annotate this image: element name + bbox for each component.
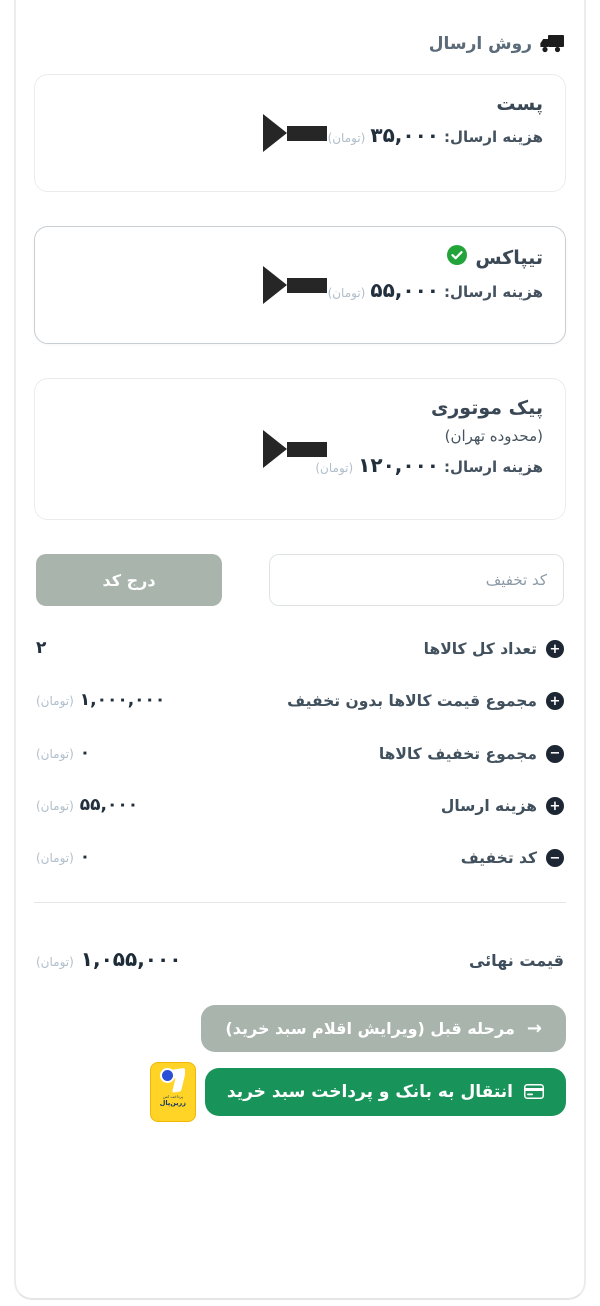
truck-icon [540, 35, 564, 54]
summary-label: مجموع تخفیف کالاها [378, 744, 537, 763]
shipping-option-name: پیک موتوری [430, 397, 543, 419]
badge-name: زرین‌پال [159, 1099, 187, 1108]
summary-label: تعداد کل کالاها [423, 640, 537, 658]
shipping-cost-value: ۱۲۰,۰۰۰ [358, 453, 440, 477]
checkout-actions [34, 1005, 566, 1122]
shipping-option-tipax[interactable] [34, 226, 566, 344]
pay-row [150, 1062, 566, 1122]
checkout-summary-panel [14, 0, 586, 1300]
coupon-input[interactable] [269, 554, 564, 606]
plus-circle-icon: + [546, 797, 564, 815]
summary-row-item-count [36, 636, 564, 662]
summary-label: هزینه ارسال [440, 797, 537, 816]
currency-label: (تومان) [315, 461, 354, 475]
minus-circle-icon: − [546, 745, 564, 763]
arrow-right-icon [263, 430, 327, 468]
cart-summary [36, 636, 564, 872]
final-price-value: ۱,۰۵۵,۰۰۰ (تومان) [36, 946, 182, 971]
previous-step-label: مرحله قبل (ویرایش اقلام سبد خرید) [225, 1018, 515, 1038]
shipping-method-header [36, 34, 564, 54]
pay-button[interactable] [205, 1068, 566, 1116]
zarinpal-logo-icon [158, 1068, 188, 1094]
shipping-cost-label: هزینه ارسال: [444, 128, 543, 146]
shipping-cost-value: ۵۵,۰۰۰ [370, 278, 440, 302]
shipping-option-subtitle: (محدوده تهران) [444, 427, 543, 445]
shipping-cost-label: هزینه ارسال: [444, 458, 543, 476]
plus-circle-icon: + [546, 692, 564, 710]
currency-label: (تومان) [327, 131, 366, 145]
pay-button-label: انتقال به بانک و پرداخت سبد خرید [226, 1081, 513, 1102]
summary-row-subtotal [36, 688, 564, 714]
summary-value: ۲ [36, 638, 47, 658]
previous-step-button[interactable] [201, 1005, 566, 1052]
summary-value: ۵۵,۰۰۰ (تومان) [36, 795, 139, 816]
shipping-option-name: پست [496, 93, 543, 115]
divider [34, 902, 566, 903]
apply-coupon-button[interactable]: درج کد [36, 554, 222, 606]
plus-circle-icon: + [546, 640, 564, 658]
summary-value: ۰ (تومان) [36, 742, 91, 763]
summary-row-coupon-discount [36, 845, 564, 871]
summary-label: مجموع قیمت کالاها بدون تخفیف [287, 692, 537, 711]
minus-circle-icon: − [546, 849, 564, 867]
shipping-cost-label: هزینه ارسال: [444, 283, 543, 301]
currency-label: (تومان) [327, 286, 366, 300]
summary-value: ۰ (تومان) [36, 847, 91, 868]
summary-label: کد تخفیف [460, 849, 537, 868]
arrow-right-icon [263, 114, 327, 152]
arrow-right-icon: → [526, 1017, 542, 1039]
shipping-option-post[interactable] [34, 74, 566, 192]
shipping-option-name: تیپاکس [475, 246, 543, 269]
shipping-method-title: روش ارسال [428, 34, 532, 54]
shipping-cost-value: ۳۵,۰۰۰ [370, 123, 440, 147]
credit-card-icon [524, 1084, 544, 1099]
shipping-option-courier[interactable] [34, 378, 566, 520]
summary-row-item-discount [36, 741, 564, 767]
zarinpal-badge[interactable] [150, 1062, 196, 1122]
badge-tagline: پرداخت امن [162, 1093, 183, 1099]
final-price-row [36, 947, 564, 971]
final-price-label: قیمت نهائی [468, 950, 564, 970]
summary-row-shipping-cost [36, 793, 564, 819]
arrow-right-icon [263, 266, 327, 304]
coupon-row [36, 554, 564, 606]
selected-check-icon [447, 245, 467, 270]
summary-value: ۱,۰۰۰,۰۰۰ (تومان) [36, 690, 166, 711]
